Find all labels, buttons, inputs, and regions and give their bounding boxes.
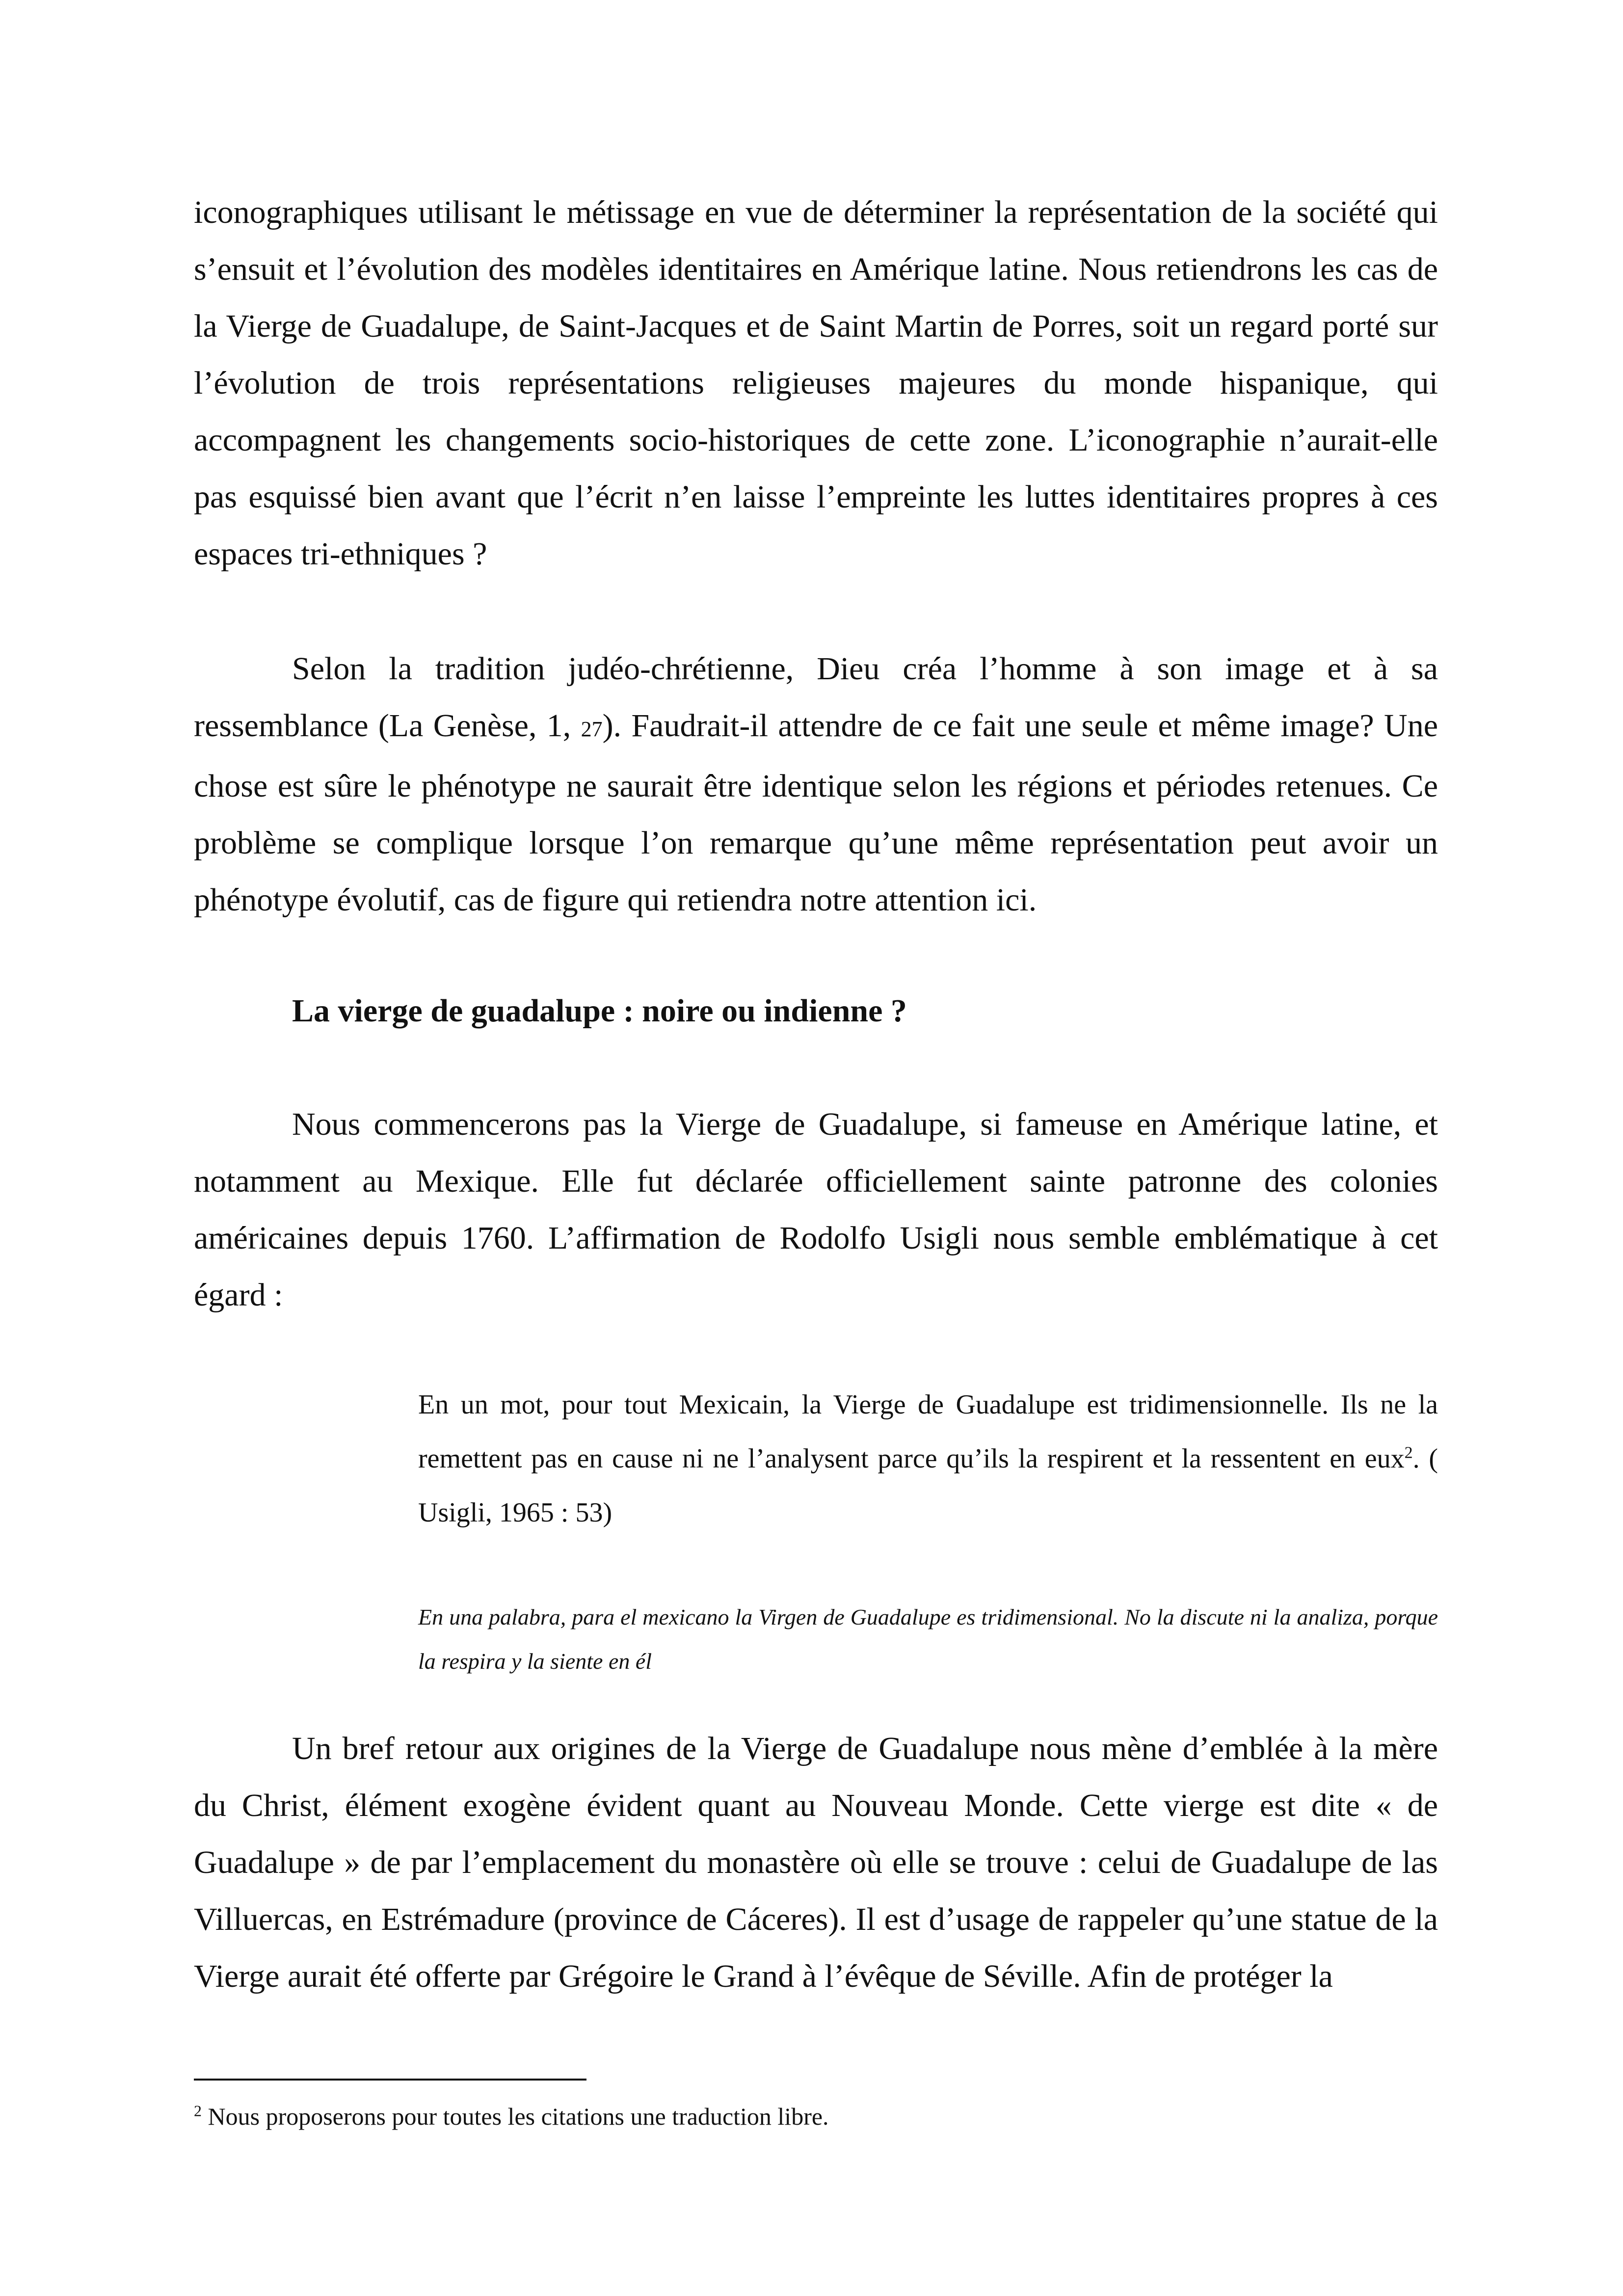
spanish-quote: En una palabra, para el mexicano la Virgen de Guadalupe es tridimensional. No la discute ni la analiza, porque la respira y la siente en él	[418, 1604, 1438, 1674]
french-quote-text: En un mot, pour tout Mexicain, la Vierge de Guadalupe est tridimensionnelle. Ils ne la remettent pas en cause ni ne l’analysent parce qu’ils la respirent et la ressentent en eux	[418, 1389, 1438, 1474]
footnote-separator	[194, 2079, 586, 2081]
french-quote	[418, 1378, 1438, 1540]
genese-verse-number: 27	[581, 717, 603, 741]
bref-paragraph: Un bref retour aux origines de la Vierge de Guadalupe nous mène d’emblée à la mère du Christ, élément exogène évident quant au Nouveau Monde. Cette vierge est dite « de Guadalupe » de par l’emplacement du monastère où elle se trouve : celui de Guadalupe de las Villuercas, en Estrémadure (province de Cáceres). Il est d’usage de rappeler qu’une statue de la Vierge aurait été offerte par Grégoire le Grand à l’évêque de Séville. Afin de protéger la	[194, 1731, 1438, 1994]
footnote-reference[interactable]: 2	[1404, 1443, 1413, 1462]
nous-paragraph: Nous commencerons pas la Vierge de Guadalupe, si fameuse en Amérique latine, et notamment au Mexique. Elle fut déclarée officiellement sainte patronne des colonies américaines depuis 1760. L’affirmation de Rodolfo Usigli nous semble emblématique à cet égard :	[194, 1106, 1438, 1313]
footnote	[194, 2097, 1438, 2136]
french-quote-citation: . ( Usigli, 1965 : 53)	[418, 1443, 1438, 1528]
section-heading: La vierge de guadalupe : noire ou indienne ?	[292, 993, 907, 1029]
genese-text-before: Selon la tradition judéo-chrétienne, Dieu créa l’homme à son image et à sa ressemblance (La Genèse, 1,	[194, 651, 1438, 744]
genese-text-after: ). Faudrait-il attendre de ce fait une seule et même image? Une chose est sûre le phénotype ne saurait être identique selon les régions et périodes retenues. Ce problème se complique lorsque l’on remarque qu’une même représentation peut avoir un phénotype évolutif, cas de figure qui retiendra notre attention ici.	[194, 708, 1438, 918]
footnote-text: Nous proposerons pour toutes les citations une traduction libre.	[202, 2103, 829, 2130]
footnote-number: 2	[194, 2102, 202, 2120]
genese-paragraph	[194, 641, 1438, 929]
intro-paragraph: iconographiques utilisant le métissage en vue de déterminer la représentation de la société qui s’ensuit et l’évolution des modèles identitaires en Amérique latine. Nous retiendrons les cas de la Vierge de Guadalupe, de Saint-Jacques et de Saint Martin de Porres, soit un regard porté sur l’évolution de trois représentations religieuses majeures du monde hispanique, qui accompagnent les changements socio-historiques de cette zone. L’iconographie n’aurait-elle pas esquissé bien avant que l’écrit n’en laisse l’empreinte les luttes identitaires propres à ces espaces tri-ethniques ?	[194, 194, 1438, 572]
